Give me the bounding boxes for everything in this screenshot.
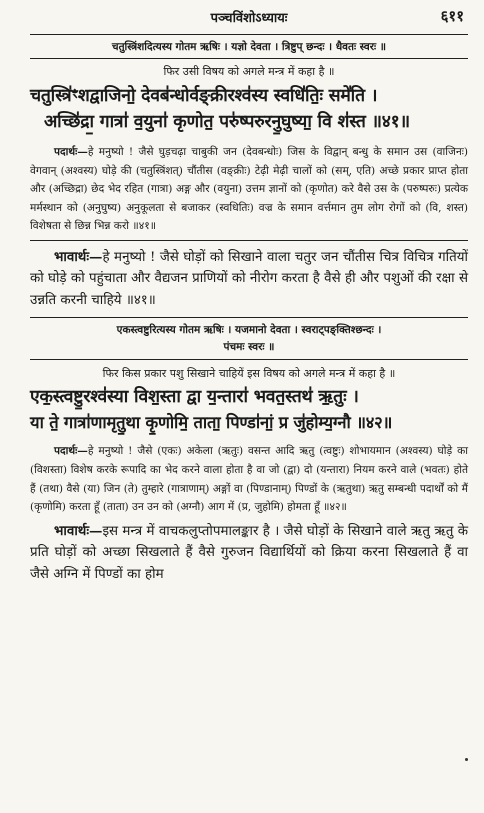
section-rule <box>30 240 468 241</box>
rishi-devata-line: एकस्त्वष्टुरित्यस्य गोतम ऋषिः । यजमानो देवता । स्वराट्पङ्क्तिश्छन्दः । <box>116 324 382 337</box>
chapter-title: पञ्चविंशोऽध्यायः <box>210 11 288 26</box>
padarth-label: पदार्थः— <box>54 146 88 158</box>
bhavarth-text: इस मन्त्र में वाचकलुप्तोपमालङ्कार है । जैसे घोड़ों के सिखाने वाले ऋतु ऋतु के प्रति घोड़ों को अच्छा सिखलाते हैं वैसे गुरुजन विद्यार्थियों को क्रिया करना सिखलाते हैं वा जैसे अग्नि में पिण्डों का होम <box>30 523 468 582</box>
padarth-text: हे मनुष्यो ! जैसे (एकः) अकेला (ऋतुः) वसन्त आदि ऋतु (त्वष्टुः) शोभायमान (अश्वस्य) घोड़े का (विशस्ता) विशेष करके रूपादि का भेद करने वाला होता है वा जो (द्वा) दो (यन्तारा) नियम करने वाले (भवतः) होते हैं (तथा) वैसे (या) जिन (ते) तुम्हारे (गात्राणाम्) अङ्गों वा (पिण्डानाम्) पिण्डों के (ऋतुथा) ऋतु सम्बन्धी पदार्थों को मैं (कृणोमि) करता हूँ (ताता) उन उन को (अग्नौ) आग में (प्र, जुहोमि) होमता हूँ ॥४२॥ <box>30 445 468 514</box>
bhavarth-paragraph <box>30 247 468 312</box>
page-number: ६११ <box>440 7 464 25</box>
padarth-label: पदार्थः— <box>54 445 88 458</box>
bhavarth-paragraph <box>30 521 468 586</box>
intro-line: फिर उसी विषय को अगले मन्त्र में कहा है ॥ <box>163 65 335 78</box>
bhavarth-label: भावार्थः— <box>54 248 103 265</box>
mantra-section <box>30 35 468 318</box>
meta-rule <box>30 58 468 59</box>
padarth-paragraph <box>30 143 468 236</box>
padarth-paragraph <box>30 442 468 516</box>
swara-line: पंचमः स्वरः ॥ <box>223 341 275 354</box>
mantra-line: या ते॒ गात्रा॑णामृतु॒था कृ॒णोमि॒ ताता॒ पिण्डा॑नां॒ प्र जु॑होम्य॒ग्नौ ॥४२॥ <box>30 413 393 433</box>
page-header <box>30 0 468 34</box>
print-speck <box>465 758 468 761</box>
meta-rule <box>30 359 468 360</box>
rishi-devata-line: चतुस्त्रिंशदित्यस्य गोतम ऋषिः । यज्ञो देवता । त्रिष्टुप् छन्दः । धैवतः स्वरः ॥ <box>111 41 387 53</box>
mantra-section <box>30 322 468 585</box>
intro-line: फिर किस प्रकार पशु सिखाने चाहियें इस विषय को अगले मन्त्र में कहा है ॥ <box>102 367 396 381</box>
mantra-line: चतुस्त्रि॑ꣳशद्वाजिनो॒ देवब॑न्धोर्वङ्क्रीरश्व॑स्य स्वधि॑तिः॒ समे॑ति । <box>30 86 378 106</box>
bhavarth-label: भावार्थः— <box>54 522 103 539</box>
bhavarth-text: हे मनुष्यो ! जैसे घोड़ों को सिखाने वाला चतुर जन चौंतीस चित्र विचित्र गतियों को घोड़े को पहुंचाता और वैद्यजन प्राणियों को नीरोग करता है वैसे ही और पशुओं की रक्षा से उन्नति करनी चाहिये ॥४१॥ <box>30 249 468 308</box>
section-rule <box>30 317 468 318</box>
padarth-text: हे मनुष्यो ! जैसे घुड़चढ़ा चाबुकी जन (देवबन्धोः) जिस के विद्वान् बन्धु के समान उस (वाजिनः) वेगवान् (अश्वस्य) घोड़े की (चतुस्त्रिंशत्) चौंतीस (वङ्क्रीः) टेढ़ी मेढ़ी चालों को (सम्, एति) अच्छे प्रकार प्राप्त होता और (अच्छिद्रा) छेद भेद रहित (गात्रा) अङ्ग और (वयुना) उत्तम ज्ञानों को (कृणोत) करे वैसे उस के (परुष्परुः) प्रत्येक मर्मस्थान को (अनुघुष्य) अनुकूलता से बजाकर (स्वधितिः) वज्र के समान वर्त्तमान तुम लोग रोगों को (वि, शस्त) विशेषता से छिन्न भिन्न करो ॥४१॥ <box>30 146 468 233</box>
mantra-line: एक॒स्त्वष्टु॒रश्व॑स्या विश॒स्ता द्वा य॒न्तारा॑ भवत॒स्तथ॑ ऋ॒तुः । <box>30 387 359 408</box>
mantra-line: अच्छि॑द्रा॒ गात्रा॑ व॒युना॑ कृणोत॒ परु॑ष्परुरनु॒घुष्या॒ वि श॑स्त ॥४१॥ <box>44 112 410 132</box>
